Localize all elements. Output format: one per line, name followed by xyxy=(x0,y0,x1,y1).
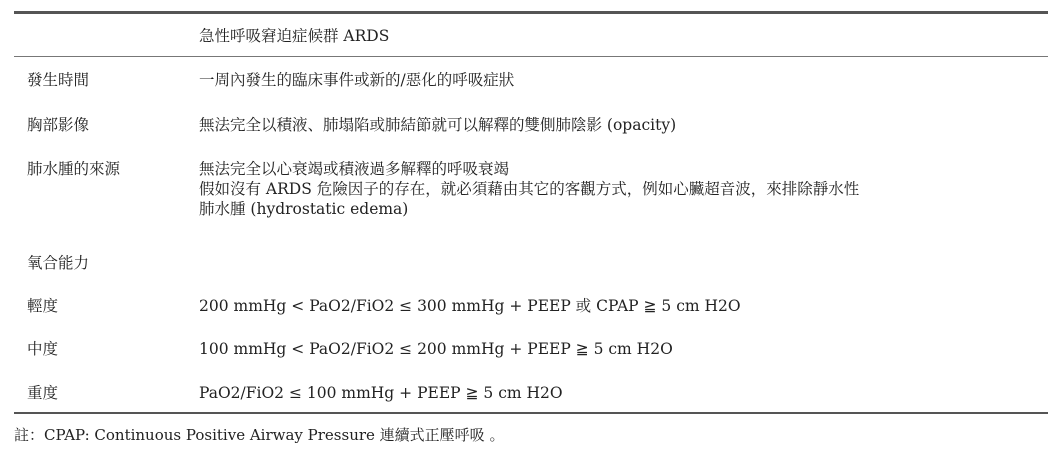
row-label-onset: 發生時間 xyxy=(27,71,90,89)
edema-origin-line-3: 肺水腫 (hydrostatic edema) xyxy=(199,200,409,218)
row-label-chest-imaging: 胸部影像 xyxy=(27,116,90,134)
row-value-mild: 200 mmHg < PaO2/FiO2 ≤ 300 mmHg + PEEP 或 CPAP ≧ 5 cm H2O xyxy=(199,297,741,315)
header-title: 急性呼吸窘迫症候群 ARDS xyxy=(199,27,390,45)
table-top-rule xyxy=(14,11,1048,14)
row-value-severe: PaO2/FiO2 ≤ 100 mmHg + PEEP ≧ 5 cm H2O xyxy=(199,384,563,402)
row-label-edema-origin: 肺水腫的來源 xyxy=(27,160,121,178)
footnote: 註：CPAP: Continuous Positive Airway Pressure 連續式正壓呼吸 。 xyxy=(14,426,505,444)
row-label-moderate: 中度 xyxy=(27,340,59,358)
row-value-chest-imaging: 無法完全以積液、肺塌陷或肺結節就可以解釋的雙側肺陰影 (opacity) xyxy=(199,116,677,134)
row-value-moderate: 100 mmHg < PaO2/FiO2 ≤ 200 mmHg + PEEP ≧ 5 cm H2O xyxy=(199,340,673,358)
row-label-mild: 輕度 xyxy=(27,297,59,315)
row-label-oxygenation: 氧合能力 xyxy=(27,254,90,272)
row-value-edema-origin xyxy=(199,159,1049,219)
row-value-onset: 一周內發生的臨床事件或新的/惡化的呼吸症狀 xyxy=(199,71,515,89)
edema-origin-line-2: 假如沒有 ARDS 危險因子的存在，就必須藉由其它的客觀方式，例如心臟超音波，來排除靜水性 xyxy=(199,180,860,198)
row-label-severe: 重度 xyxy=(27,384,59,402)
table-header-rule xyxy=(14,56,1048,57)
edema-origin-line-1: 無法完全以心衰竭或積液過多解釋的呼吸衰竭 xyxy=(199,160,510,178)
table-bottom-rule xyxy=(14,412,1048,414)
